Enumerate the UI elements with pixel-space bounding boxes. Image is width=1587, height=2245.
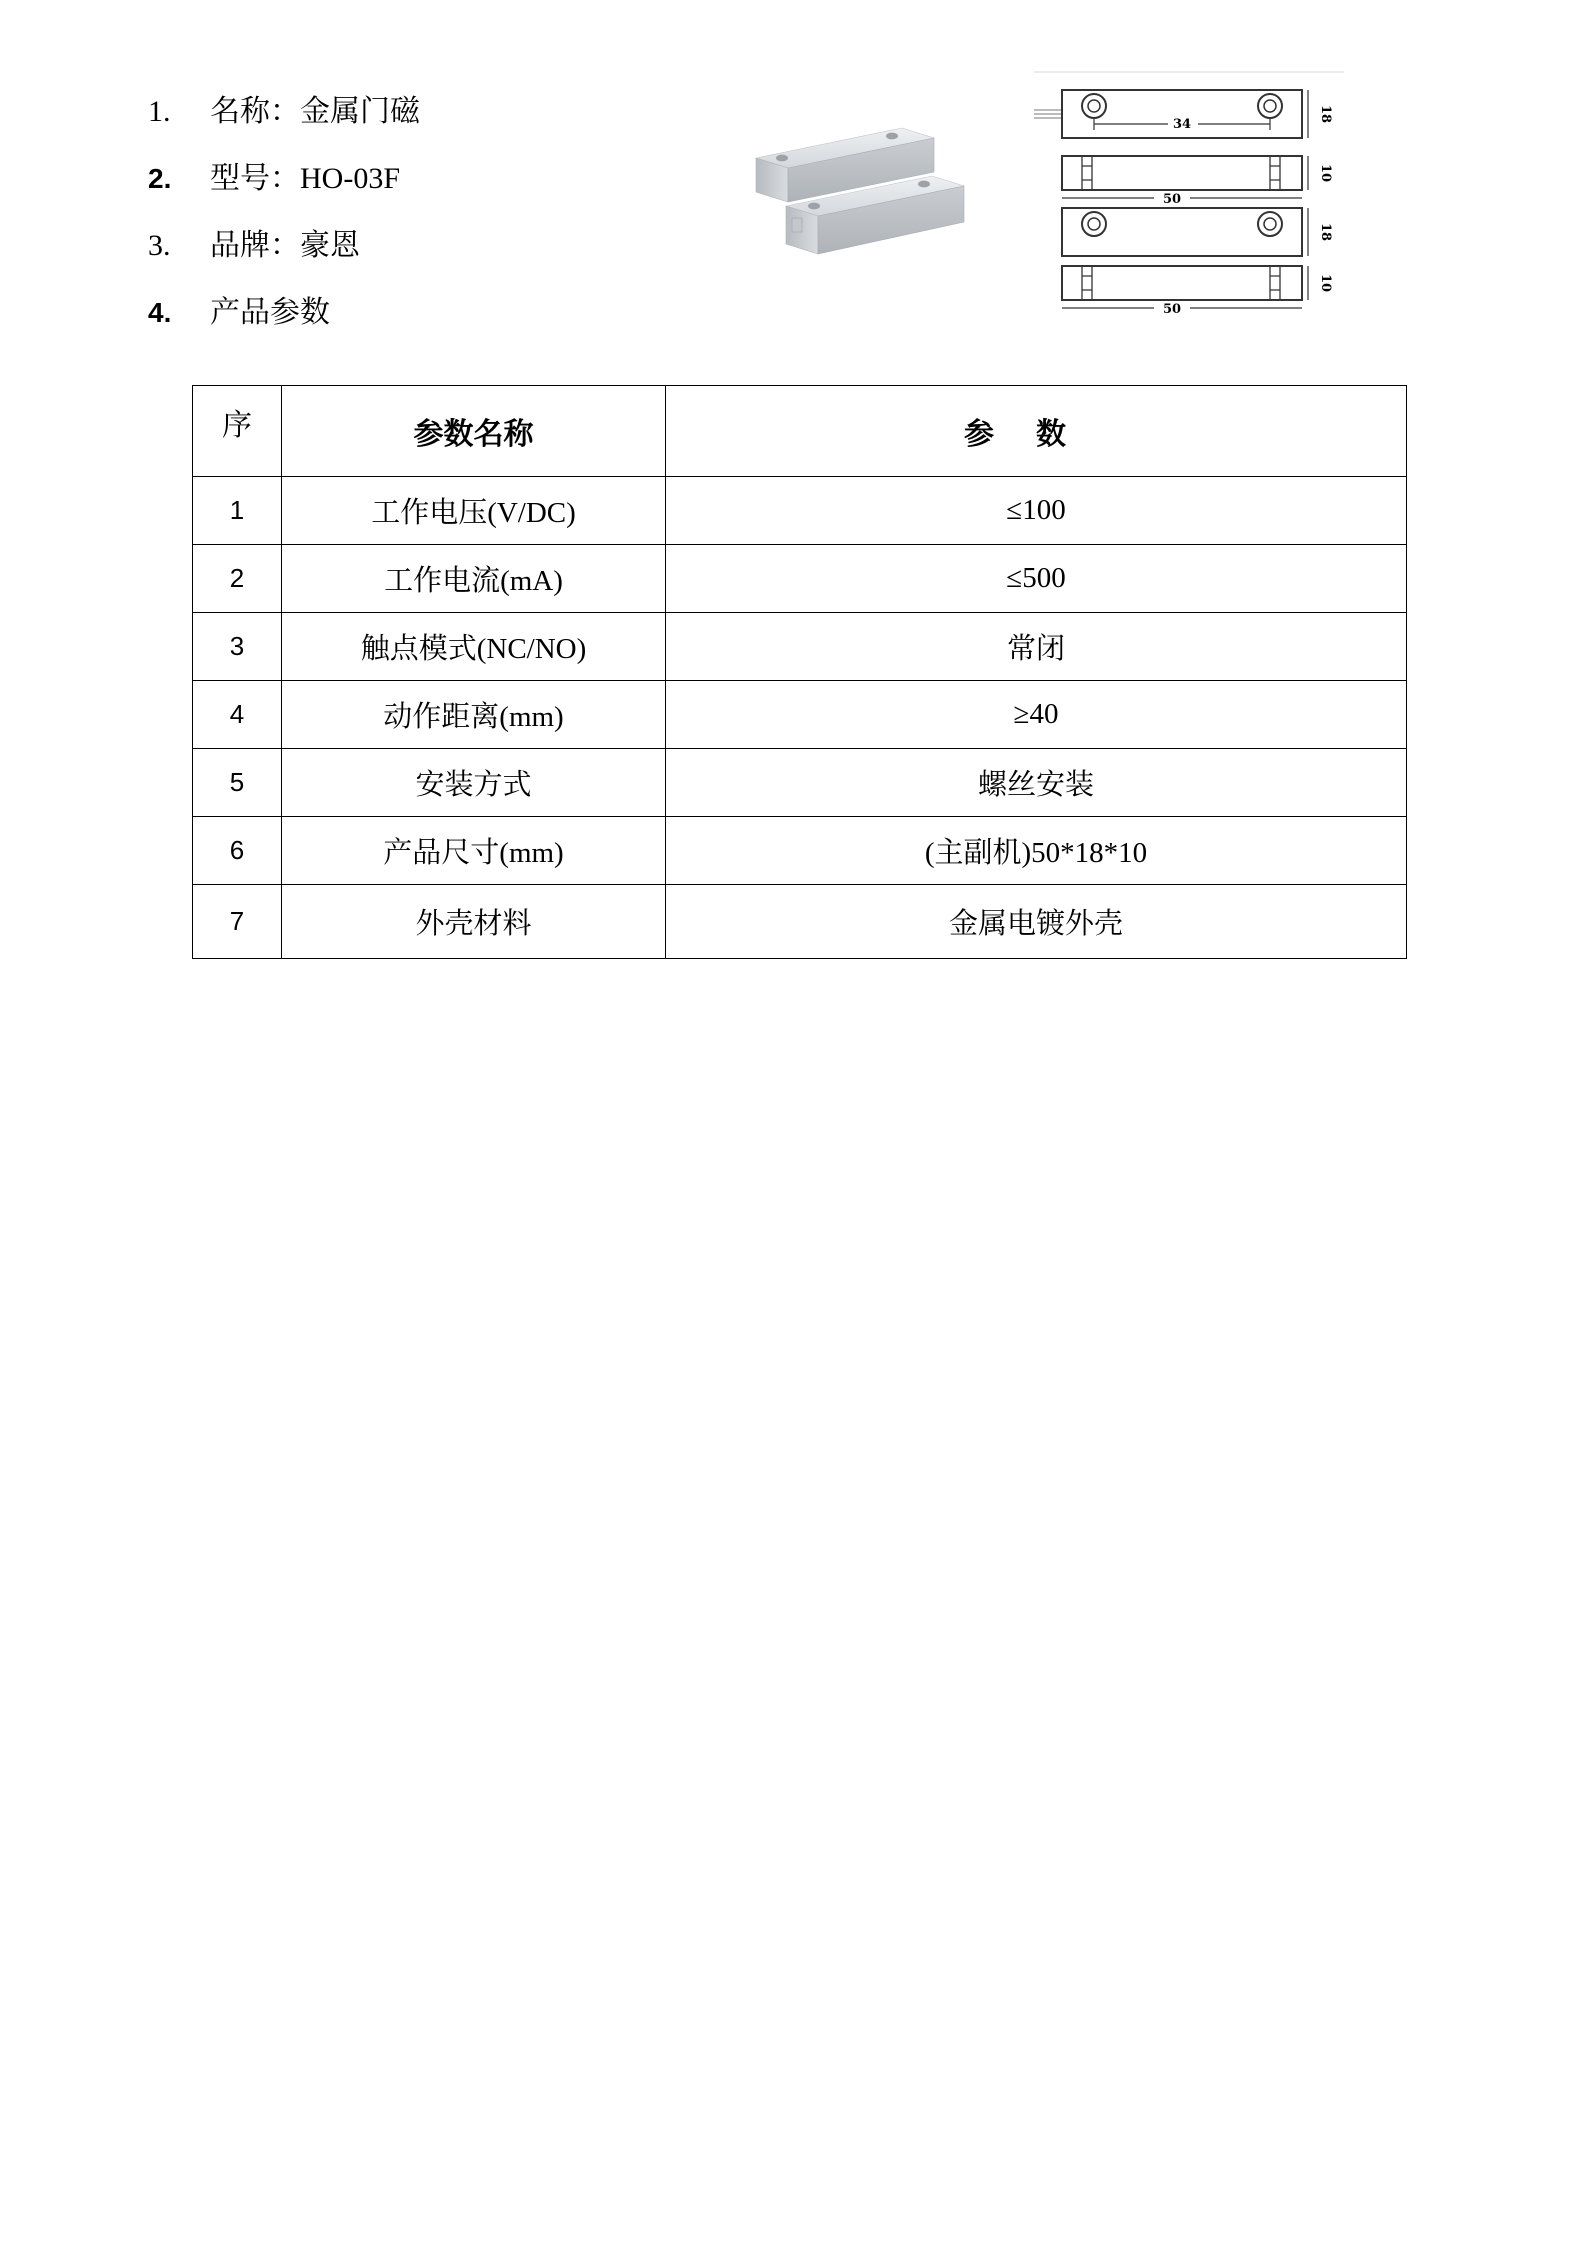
- info-number: 3.: [148, 229, 171, 262]
- row-param-value: ≤100: [666, 477, 1407, 545]
- info-number: 2.: [148, 163, 172, 194]
- row-index: 1: [193, 477, 282, 545]
- table-row: [193, 817, 1407, 885]
- info-item-params: [148, 293, 668, 360]
- table-row: [193, 613, 1407, 681]
- parameter-table: [192, 385, 1407, 959]
- row-param-value: 常闭: [666, 613, 1407, 681]
- dimension-label: 18: [1318, 222, 1333, 242]
- table-row: [193, 749, 1407, 817]
- row-param-value: (主副机)50*18*10: [666, 817, 1407, 885]
- row-param-name: 产品尺寸(mm): [282, 817, 666, 885]
- row-index: 6: [193, 817, 282, 885]
- row-param-value: 螺丝安装: [666, 749, 1407, 817]
- dimension-label: 50: [1162, 302, 1182, 317]
- header-param-value-text: 参数: [964, 418, 1108, 451]
- row-param-value: 金属电镀外壳: [666, 885, 1407, 959]
- table-row: [193, 477, 1407, 545]
- dimension-drawing: [1034, 70, 1344, 320]
- header-index: 序: [193, 386, 282, 477]
- row-param-value: ≥40: [666, 681, 1407, 749]
- row-index: 2: [193, 545, 282, 613]
- dimension-label: 18: [1318, 104, 1333, 124]
- table-header-row: [193, 386, 1407, 477]
- info-item-brand: [148, 226, 668, 293]
- product-info-list: [148, 92, 668, 360]
- info-item-model: [148, 159, 668, 226]
- header-param-value: [666, 386, 1407, 477]
- row-index: 4: [193, 681, 282, 749]
- table-row: [193, 681, 1407, 749]
- product-photo: [752, 116, 982, 286]
- dimension-label: 34: [1172, 117, 1192, 132]
- info-text: 名称：金属门磁: [210, 95, 420, 128]
- info-number: 1.: [148, 95, 171, 128]
- info-number: 4.: [148, 297, 172, 328]
- info-item-name: [148, 92, 668, 159]
- info-text: 产品参数: [210, 296, 330, 329]
- header-param-name: 参数名称: [282, 386, 666, 477]
- row-param-name: 动作距离(mm): [282, 681, 666, 749]
- row-param-name: 触点模式(NC/NO): [282, 613, 666, 681]
- dimension-label: 10: [1318, 273, 1333, 293]
- row-param-name: 工作电压(V/DC): [282, 477, 666, 545]
- row-index: 5: [193, 749, 282, 817]
- row-index: 7: [193, 885, 282, 959]
- row-param-name: 工作电流(mA): [282, 545, 666, 613]
- row-param-value: ≤500: [666, 545, 1407, 613]
- dimension-label: 50: [1162, 192, 1182, 207]
- info-text: 型号：HO-03F: [210, 162, 401, 195]
- info-text: 品牌：豪恩: [210, 229, 360, 262]
- table-row: [193, 885, 1407, 959]
- row-param-name: 外壳材料: [282, 885, 666, 959]
- table-row: [193, 545, 1407, 613]
- row-index: 3: [193, 613, 282, 681]
- dimension-label: 10: [1318, 163, 1333, 183]
- row-param-name: 安装方式: [282, 749, 666, 817]
